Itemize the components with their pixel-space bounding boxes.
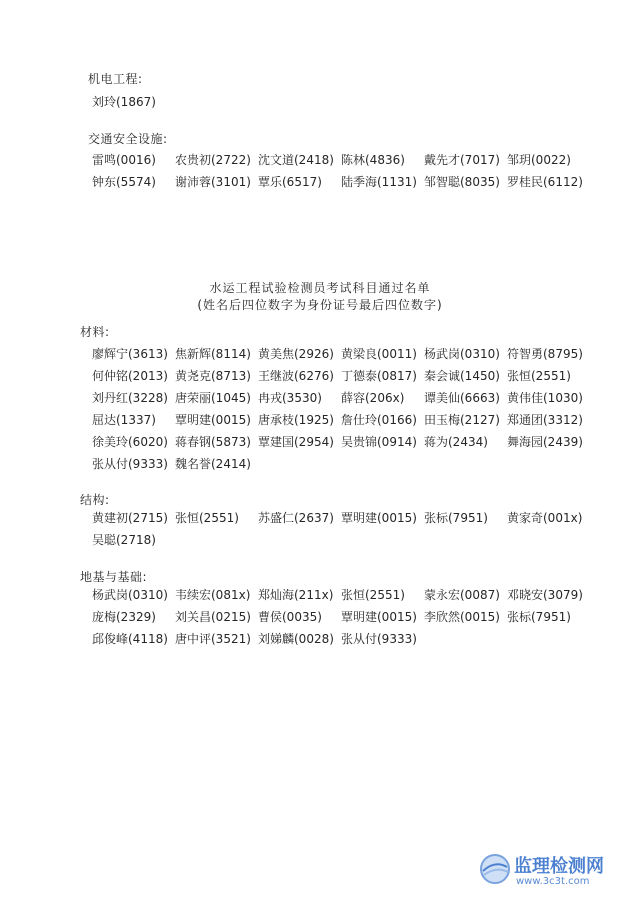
person-entry: 邱俊峰(4118) xyxy=(92,632,168,646)
person-entry: 覃明建(0015) xyxy=(341,610,417,624)
person-entry: 杨武岗(0310) xyxy=(92,588,168,602)
person-entry: 谢沛蓉(3101) xyxy=(175,175,251,189)
person-entry: 覃明建(0015) xyxy=(341,511,417,525)
person-entry: 戴先才(7017) xyxy=(424,153,500,167)
person-entry: 唐荣丽(1045) xyxy=(175,391,251,405)
person-entry: 田玉梅(2127) xyxy=(424,413,500,427)
person-entry: 唐承枝(1925) xyxy=(258,413,334,427)
person-entry: 邹玥(0022) xyxy=(507,153,571,167)
person-entry: 冉戎(3530) xyxy=(258,391,322,405)
person-entry: 张标(7951) xyxy=(507,610,571,624)
person-entry: 张恒(2551) xyxy=(341,588,405,602)
list-subtitle: (姓名后四位数字为身份证号最后四位数字) xyxy=(197,298,443,312)
person-entry: 刘关昌(0215) xyxy=(175,610,251,624)
person-entry: 徐美玲(6020) xyxy=(92,435,168,449)
person-entry: 覃建国(2954) xyxy=(258,435,334,449)
section-label-traffic-safety: 交通安全设施: xyxy=(88,132,168,146)
person-entry: 钟东(5574) xyxy=(92,175,156,189)
person-entry: 张从付(9333) xyxy=(92,457,168,471)
person-entry: 何仲铭(2013) xyxy=(92,369,168,383)
person-entry: 刘丹红(3228) xyxy=(92,391,168,405)
person-entry: 张恒(2551) xyxy=(507,369,571,383)
person-entry: 黄尧克(8713) xyxy=(175,369,251,383)
person-entry: 罗桂民(6112) xyxy=(507,175,583,189)
person-entry: 曹侯(0035) xyxy=(258,610,322,624)
person-entry: 吴贵锦(0914) xyxy=(341,435,417,449)
section-label-foundation: 地基与基础: xyxy=(80,570,148,584)
person-entry: 邹智聪(8035) xyxy=(424,175,500,189)
section-label-structure: 结构: xyxy=(80,493,110,507)
person-entry: 蒋为(2434) xyxy=(424,435,488,449)
person-entry: 谭美仙(6663) xyxy=(424,391,500,405)
person-entry: 蒋春钢(5873) xyxy=(175,435,251,449)
person-entry: 薛容(206x) xyxy=(341,391,405,405)
person-entry: 郑灿海(211x) xyxy=(258,588,334,602)
traffic-safety-list xyxy=(92,152,590,190)
person-entry: 王继波(6276) xyxy=(258,369,334,383)
person-entry: 黄建初(2715) xyxy=(92,511,168,525)
person-entry: 焦新辉(8114) xyxy=(175,347,251,361)
person-entry: 黄梁良(0011) xyxy=(341,347,417,361)
person-entry: 廖辉宁(3613) xyxy=(92,347,168,361)
person-entry: 张从付(9333) xyxy=(341,632,417,646)
person-entry: 舞海园(2439) xyxy=(507,435,583,449)
person-entry: 覃明建(0015) xyxy=(175,413,251,427)
person-entry: 农贵初(2722) xyxy=(175,153,251,167)
person-entry: 陆季海(1131) xyxy=(341,175,417,189)
list-title: 水运工程试验检测员考试科目通过名单 xyxy=(209,281,431,295)
person-entry: 沈文道(2418) xyxy=(258,153,334,167)
person-entry: 雷鸣(0016) xyxy=(92,153,156,167)
mech-elec-list xyxy=(92,94,590,110)
person-entry: 李欣然(0015) xyxy=(424,610,500,624)
person-entry: 刘娣麟(0028) xyxy=(258,632,334,646)
person-entry: 丁德泰(0817) xyxy=(341,369,417,383)
person-entry: 符智勇(8795) xyxy=(507,347,583,361)
globe-logo-icon xyxy=(478,852,512,886)
person-entry: 邓晓安(3079) xyxy=(507,588,583,602)
person-entry: 黄家奇(001x) xyxy=(507,511,583,525)
person-entry: 黄美焦(2926) xyxy=(258,347,334,361)
watermark-name: 监理检测网 xyxy=(514,856,604,877)
person-entry: 屈达(1337) xyxy=(92,413,156,427)
materials-list xyxy=(92,346,590,472)
person-entry: 苏盛仁(2637) xyxy=(258,511,334,525)
person-entry: 黄伟佳(1030) xyxy=(507,391,583,405)
person-entry: 刘玲(1867) xyxy=(92,95,156,109)
person-entry: 唐中评(3521) xyxy=(175,632,251,646)
section-label-materials: 材料: xyxy=(80,325,110,339)
person-entry: 杨武岗(0310) xyxy=(424,347,500,361)
person-entry: 郑通团(3312) xyxy=(507,413,583,427)
person-entry: 张标(7951) xyxy=(424,511,488,525)
structure-list xyxy=(92,510,590,548)
person-entry: 吴聪(2718) xyxy=(92,533,156,547)
person-entry: 秦会诚(1450) xyxy=(424,369,500,383)
person-entry: 韦续宏(081x) xyxy=(175,588,251,602)
person-entry: 陈林(4836) xyxy=(341,153,405,167)
person-entry: 覃乐(6517) xyxy=(258,175,322,189)
foundation-list xyxy=(92,587,590,647)
person-entry: 蒙永宏(0087) xyxy=(424,588,500,602)
section-label-mech-elec: 机电工程: xyxy=(88,72,143,86)
person-entry: 庞梅(2329) xyxy=(92,610,156,624)
person-entry: 张恒(2551) xyxy=(175,511,239,525)
person-entry: 詹仕玲(0166) xyxy=(341,413,417,427)
person-entry: 魏名誉(2414) xyxy=(175,457,251,471)
watermark-url: www.3c3t.com xyxy=(516,876,590,887)
site-watermark xyxy=(478,852,638,892)
